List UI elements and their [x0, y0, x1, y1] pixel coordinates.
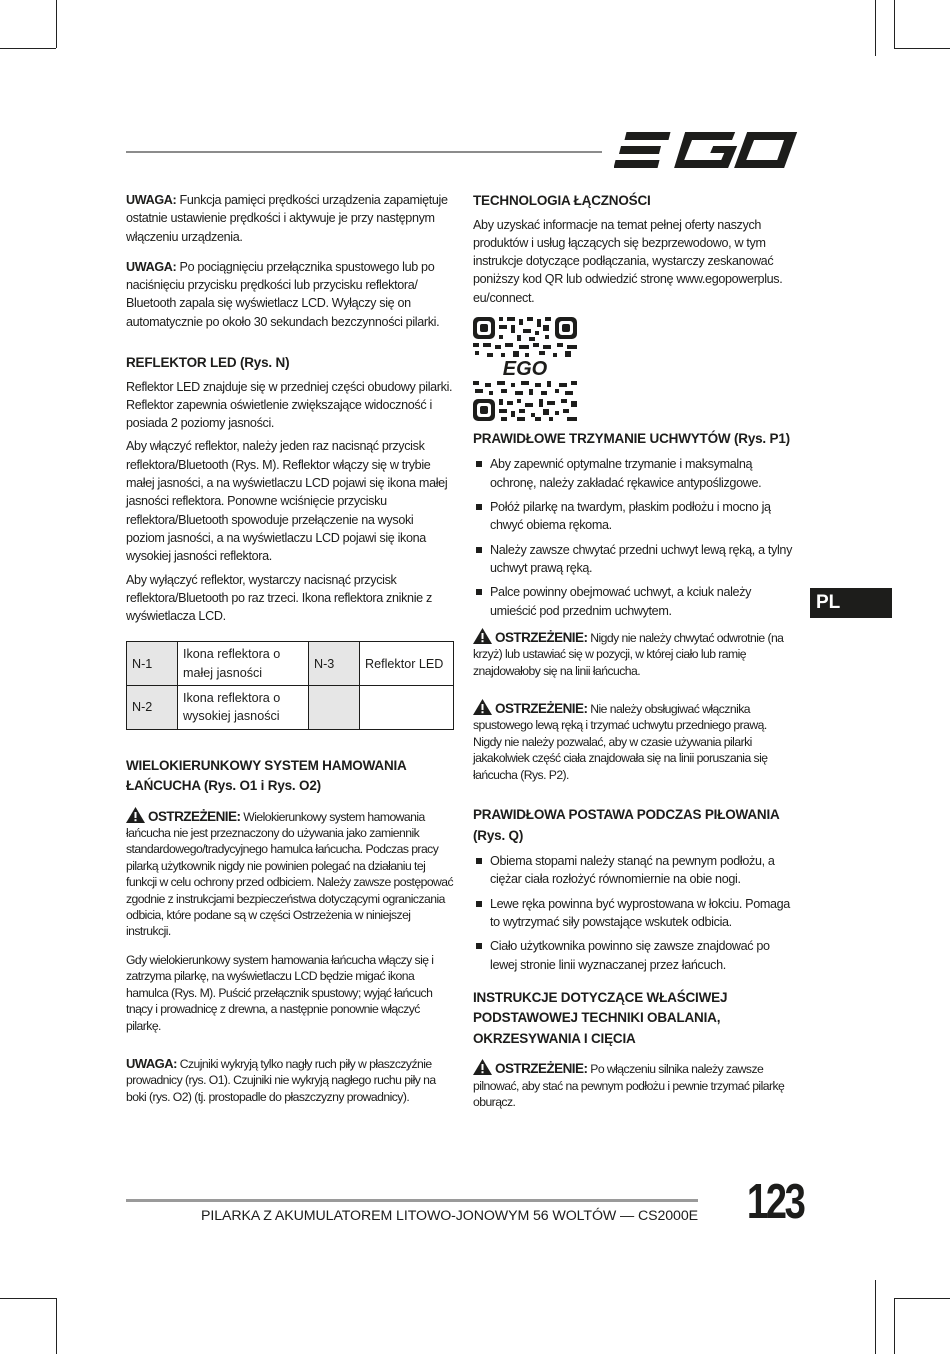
crop-mark: [56, 1298, 57, 1354]
grip-warning: [473, 699, 796, 783]
table-row: [127, 686, 454, 730]
note-text: Czujniki wykryją tylko nagły ruch piły w płaszczyźnie prowadnicy (rys. O1). Czujniki nie wykryją nagłego ruchu piły na boki (rys. O2) (tj. prostopadle do płaszczyzny prowadnicy).: [126, 1056, 436, 1104]
warning-text: Nie należy obsługiwać włącznika spustowego lewą ręką i trzymać uchwytu przedniego prawą. Nigdy nie należy pozwalać, aby w czasie używania pilarki jakakolwiek część ciała znajdowała się na linii poruszania się łańcucha (Rys. P2).: [473, 702, 768, 782]
warning-text: Po włączeniu silnika należy zawsze pilnować, aby stać na pewnym podłożu i pewnie trzymać pilarkę oburącz.: [473, 1062, 785, 1110]
list-item: [473, 541, 796, 578]
note-label: UWAGA:: [126, 1055, 177, 1071]
bullet-icon: [476, 461, 482, 467]
bullet-icon: [476, 504, 482, 510]
crop-mark: [0, 48, 56, 49]
footer-title: PILARKA Z AKUMULATOREM LITOWO-JONOWYM 56 WOLTÓW — CS2000E: [201, 1208, 698, 1224]
warning-text: Nigdy nie należy chwytać odwrotnie (na krzyż) lub ustawiać się w pozycji, w której ciało lub ramię znajdowałoby się na linii łańcucha.: [473, 630, 784, 678]
felling-warning: [473, 1059, 796, 1110]
list-item-text: Obiema stopami należy stanąć na pewnym podłożu, a ciężar ciała rozłożyć równomiernie na obie nogi.: [490, 854, 775, 887]
warning-icon: [473, 628, 492, 644]
bullet-icon: [476, 589, 482, 595]
note-lcd: [126, 258, 454, 331]
tech-heading: TECHNOLOGIA ŁĄCZNOŚCI: [473, 193, 651, 208]
stance-heading: PRAWIDŁOWA POSTAWA PODCZAS PIŁOWANIA (Rys. Q): [473, 807, 780, 843]
crop-mark: [0, 1298, 56, 1299]
led-paragraph: Aby wyłączyć reflektor, wystarczy nacisnąć przycisk reflektora/Bluetooth po raz trzeci. Ikona reflektora zniknie z wyświetlacza LCD.: [126, 572, 432, 624]
qr-code: [473, 317, 577, 421]
table-cell: N-2: [127, 686, 178, 730]
led-heading: REFLEKTOR LED (Rys. N): [126, 355, 290, 371]
brake-warning: [126, 807, 454, 940]
crop-mark: [894, 48, 950, 49]
list-item: [473, 455, 796, 492]
warning-label: OSTRZEŻENIE:: [495, 701, 588, 717]
brake-paragraph: Gdy wielokierunkowy system hamowania łańcucha włączy się i zatrzyma pilarkę, na wyświetlaczu LCD będzie migać ikona hamulca (Rys. M). Puścić przełącznik spustowy; wyjąć łańcuch tnący i prowadnicę z drewna, a następnie ponownie włączyć pilarkę.: [126, 952, 434, 1033]
note-text: Funkcja pamięci prędkości urządzenia zapamiętuje ostatnie ustawienie prędkości i aktywuje je przy następnym włączeniu urządzenia.: [126, 193, 448, 244]
note-label: UWAGA:: [126, 259, 177, 274]
table-cell: N-3: [309, 642, 360, 686]
table-row: [127, 642, 454, 686]
crop-mark: [56, 0, 57, 48]
bullet-icon: [476, 901, 482, 907]
warning-text: Wielokierunkowy system hamowania łańcucha nie jest przeznaczony do używania jako zamiennik standardowego/tradycyjnego hamulca łańcucha. Podczas pracy pilarką użytkownik nigdy nie powinien polegać na działaniu tej funkcji w celu ochrony przed odbiciem. Należy zawsze postępować zgodnie z instrukcjami bezpieczeństwa dotyczącymi ograniczania odbicia, które podane są w części Ostrzeżenia w niniejszej instrukcji.: [126, 809, 454, 939]
right-column: [473, 191, 796, 1123]
list-item: [473, 852, 796, 889]
table-cell: Ikona reflektora o wysokiej jasności: [178, 686, 309, 730]
led-paragraph: Aby włączyć reflektor, należy jeden raz nacisnąć przycisk reflektora/Bluetooth (Rys. M). Reflektor włączy się w trybie małej jasności, a na wyświetlaczu LCD pojawi się ikona małej jasności reflektora. Ponowne wciśnięcie przycisku reflektora/Bluetooth spowoduje przełączenie na wysoki poziom jasności, a na wyświetlaczu LCD pojawi się ikona wysokiej jasności reflektora.: [126, 439, 448, 564]
list-item: [473, 583, 796, 620]
bullet-icon: [476, 858, 482, 864]
ego-logo: [614, 126, 800, 174]
list-item-text: Połóż pilarkę na twardym, płaskim podłożu i mocno ją chwyć obiema rękoma.: [490, 500, 771, 533]
list-item-text: Aby zapewnić optymalne trzymanie i maksymalną ochronę, należy zakładać rękawice antypoślizgowe.: [490, 457, 762, 490]
language-tab: PL: [810, 588, 892, 618]
list-item-text: Palce powinny obejmować uchwyt, a kciuk należy umieścić pod przednim uchwytem.: [490, 585, 752, 618]
qr-logo: EGO: [502, 357, 548, 380]
note-sensors: [126, 1056, 454, 1105]
warning-icon: [473, 699, 492, 715]
led-paragraph: Reflektor LED znajduje się w przedniej części obudowy pilarki. Reflektor zapewnia oświetlenie zwiększające widoczność i posiada 2 poziomy jasności.: [126, 379, 453, 431]
warning-label: OSTRZEŻENIE:: [495, 629, 588, 645]
table-cell: [309, 686, 360, 730]
warning-label: OSTRZEŻENIE:: [148, 808, 241, 824]
crop-mark: [875, 0, 876, 56]
brake-heading: WIELOKIERUNKOWY SYSTEM HAMOWANIA ŁAŃCUCHA (Rys. O1 i Rys. O2): [126, 757, 407, 794]
note-memory: [126, 191, 454, 246]
list-item-text: Ciało użytkownika powinno się zawsze znajdować po lewej stronie linii wyznaczanej przez łańcuch.: [490, 939, 770, 972]
crop-mark: [894, 1298, 950, 1299]
crop-mark: [894, 0, 895, 48]
bullet-icon: [476, 547, 482, 553]
footer-rule: [126, 1199, 698, 1202]
bullet-icon: [476, 943, 482, 949]
grip-heading: PRAWIDŁOWE TRZYMANIE UCHWYTÓW (Rys. P1): [473, 430, 790, 446]
list-item: [473, 895, 796, 932]
list-item-text: Należy zawsze chwytać przedni uchwyt lewą ręką, a tylny uchwyt prawą ręką.: [490, 542, 793, 575]
header-rule: [126, 151, 602, 153]
crop-mark: [894, 1298, 895, 1354]
felling-heading: INSTRUKCJE DOTYCZĄCE WŁAŚCIWEJ PODSTAWOWEJ TECHNIKI OBALANIA, OKRZESYWANIA I CIĘCIA: [473, 989, 728, 1046]
grip-list: [473, 455, 796, 619]
left-column: [126, 191, 454, 1117]
warning-icon: [473, 1059, 492, 1075]
grip-warning: [473, 628, 796, 679]
list-item: [473, 498, 796, 535]
table-cell: Ikona reflektora o małej jasności: [178, 642, 309, 686]
stance-list: [473, 852, 796, 974]
note-label: UWAGA:: [126, 193, 177, 207]
page-number: 123: [746, 1175, 804, 1229]
crop-mark: [875, 1280, 876, 1354]
list-item: [473, 937, 796, 974]
tech-paragraph: Aby uzyskać informacje na temat pełnej oferty naszych produktów i usług łączących się bezprzewodowo, w tym instrukcje dotyczące podłączania, wystarczy zeskanować poniższy kod QR lub odwiedzić stronę www.egopowerplus. eu/connect.: [473, 217, 783, 305]
warning-icon: [126, 807, 145, 823]
note-text: Po pociągnięciu przełącznika spustowego lub po naciśnięciu przycisku prędkości lub przycisku reflektora/ Bluetooth zapala się wyświetlacz LCD. Wyłączy się on automatycznie po około 30 sekundach bezczynności pilarki.: [126, 259, 440, 329]
table-cell: [360, 686, 454, 730]
warning-label: OSTRZEŻENIE:: [495, 1061, 588, 1077]
table-cell: N-1: [127, 642, 178, 686]
led-table: [126, 641, 454, 729]
list-item-text: Lewe ręka powinna być wyprostowana w łokciu. Pomaga to wytrzymać siły powstające wskutek odbicia.: [490, 896, 790, 929]
table-cell: Reflektor LED: [360, 642, 454, 686]
